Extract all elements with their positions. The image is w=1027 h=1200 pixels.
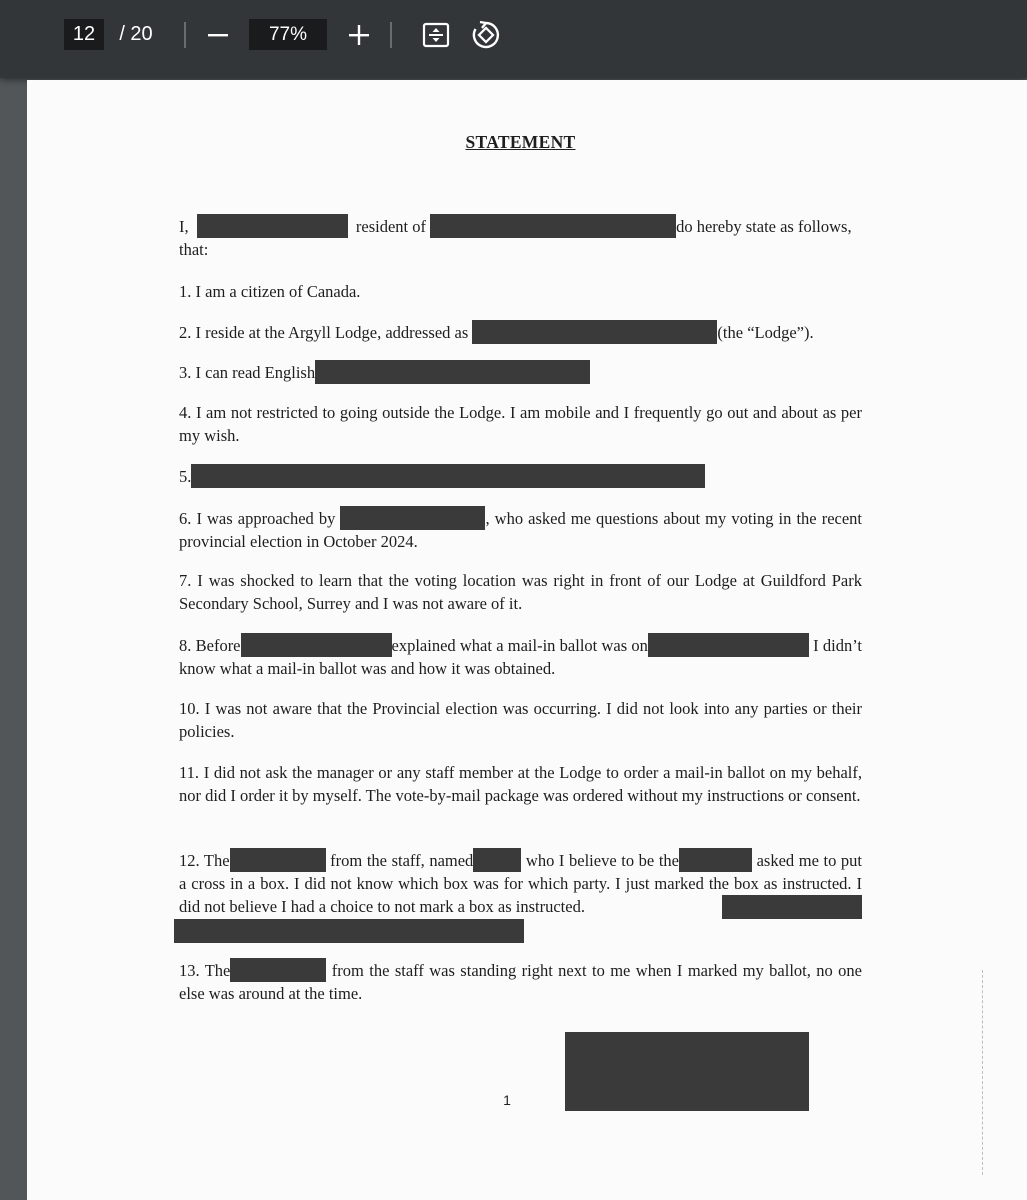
paragraph-text: 8. Before	[179, 636, 241, 655]
paragraph-text: 5.	[179, 467, 192, 486]
plus-icon	[348, 24, 370, 46]
rotate-button[interactable]	[468, 17, 504, 53]
redaction-box	[340, 506, 485, 530]
intro-paragraph-end: that:	[179, 240, 209, 259]
paragraph-1: 1. I am a citizen of Canada.	[179, 282, 361, 301]
paragraph-text: (the “Lodge”).	[717, 323, 814, 342]
scan-edge-line	[982, 970, 984, 1175]
minus-icon	[207, 24, 229, 46]
paragraph-text: , who asked me questions about my voting in the recent provincial election in October 2024.	[179, 509, 862, 551]
paragraph-13	[179, 958, 862, 1005]
paragraph-11: 11. I did not ask the manager or any staff member at the Lodge to order a mail-in ballot on my behalf, nor did I order it by myself. The vote-by-mail package was ordered without my instructions or consent.	[179, 763, 862, 805]
redaction-box	[472, 320, 717, 344]
signature-redaction-box	[565, 1032, 809, 1111]
fit-to-page-icon	[421, 20, 451, 50]
toolbar-divider	[184, 22, 186, 48]
paragraph-text: asked me to put a cross in a box. I did not know which box was for which party. I just marked the box as instructed. I did not believe I had a choice to not mark a box as instructed.	[179, 851, 862, 916]
paragraph-10: 10. I was not aware that the Provincial election was occurring. I did not look into any parties or their policies.	[179, 699, 862, 741]
redaction-box	[473, 848, 521, 872]
paragraph-text: explained what a mail-in ballot was on	[391, 636, 648, 655]
page-total: / 20	[119, 23, 153, 45]
paragraph-text: from the staff was standing right next to me when I marked my ballot, no one else was around at the time.	[179, 961, 863, 1003]
rotate-icon	[470, 19, 502, 51]
zoom-level-input[interactable]	[249, 19, 327, 50]
redaction-box	[230, 958, 326, 982]
paragraph-8	[179, 633, 862, 680]
redaction-box	[648, 633, 809, 657]
current-page-input[interactable]	[64, 19, 104, 50]
redaction-box	[722, 895, 862, 919]
paragraph-text: 6. I was approached by	[179, 509, 336, 528]
paragraph-text: 3. I can read English	[179, 363, 316, 382]
paragraph-3	[179, 360, 862, 384]
intro-text: I,	[179, 217, 189, 236]
pdf-toolbar	[0, 0, 1027, 78]
paragraph-6	[179, 506, 862, 553]
page-title: STATEMENT	[465, 132, 576, 152]
paragraph-text: 13. The	[179, 961, 231, 980]
redaction-box	[430, 214, 676, 238]
zoom-out-button[interactable]	[200, 18, 236, 52]
paragraph-text: from the staff, named	[330, 851, 474, 870]
redaction-box	[230, 848, 326, 872]
redaction-box	[197, 214, 348, 238]
redaction-box	[679, 848, 752, 872]
intro-text: do hereby state as follows,	[676, 217, 852, 236]
redaction-box	[174, 919, 524, 943]
paragraph-4: 4. I am not restricted to going outside the Lodge. I am mobile and I frequently go out and about as per my wish.	[179, 403, 862, 445]
paragraph-7: 7. I was shocked to learn that the voting location was right in front of our Lodge at Guildford Park Secondary School, Surrey and I was not aware of it.	[179, 571, 862, 613]
intro-text: resident of	[355, 217, 426, 236]
current-page-value: 12	[72, 23, 96, 45]
page-number: 1	[503, 1092, 511, 1108]
paragraph-text: I didn’t know what a mail-in ballot was and how it was obtained.	[179, 636, 862, 678]
paragraph-text: 12. The	[179, 851, 230, 870]
fit-to-page-button[interactable]	[418, 17, 454, 53]
paragraph-2	[179, 320, 862, 344]
zoom-level-value: 77%	[268, 23, 308, 45]
intro-paragraph	[179, 214, 862, 238]
paragraph-text: 2. I reside at the Argyll Lodge, addressed as	[179, 323, 469, 342]
toolbar-divider	[390, 22, 392, 48]
redaction-box	[191, 464, 705, 488]
zoom-in-button[interactable]	[341, 18, 377, 52]
redaction-box	[241, 633, 392, 657]
redaction-box	[315, 360, 590, 384]
paragraph-text: who I believe to be the	[525, 851, 679, 870]
paragraph-5	[179, 464, 862, 488]
